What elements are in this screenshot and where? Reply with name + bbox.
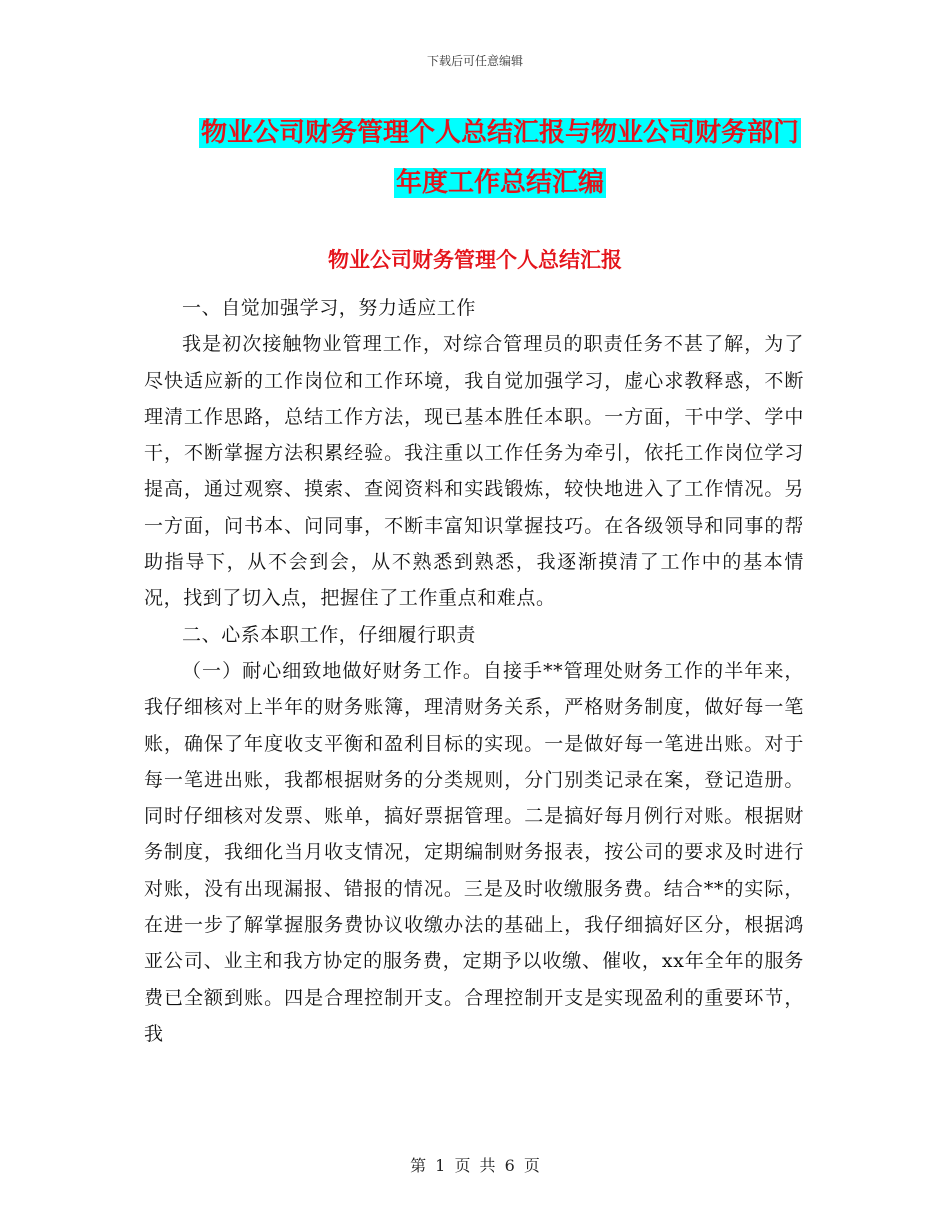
header-note: 下载后可任意编辑 — [426, 54, 523, 68]
paragraph: 我是初次接触物业管理工作，对综合管理员的职责任务不甚了解，为了尽快适应新的工作岗位和工作环境，我自觉加强学习，虚心求教释惑，不断理清工作思路，总结工作方法，现已基本胜任本职。一方面，干中学、学中干，不断掌握方法积累经验。我注重以工作任务为牵引，依托工作岗位学习提高，通过观察、摸索、查阅资料和实践锻炼，较快地进入了工作情况。另一方面，问书本、问同事，不断丰富知识掌握技巧。在各级领导和同事的帮助指导下，从不会到会，从不熟悉到熟悉，我逐渐摸清了工作中的基本情况，找到了切入点，把握住了工作重点和难点。 — [144, 333, 804, 610]
paragraph-heading-2: 二、心系本职工作，仔细履行职责 — [182, 623, 477, 646]
document-body — [144, 290, 804, 1052]
document-title — [120, 108, 880, 208]
document-title-line-2: 年度工作总结汇编 — [395, 168, 604, 198]
section-title: 物业公司财务管理个人总结汇报 — [328, 248, 622, 272]
paragraph-heading-1: 一、自觉加强学习，努力适应工作 — [182, 297, 477, 319]
paragraph: （一）耐心细致地做好财务工作。自接手**管理处财务工作的半年来，我仔细核对上半年的财务账簿，理清财务关系，严格财务制度，做好每一笔账，确保了年度收支平衡和盈利目标的实现。一是做好每一笔进出账。对于每一笔进出账，我都根据财务的分类规则，分门别类记录在案，登记造册。同时仔细核对发票、账单，搞好票据管理。二是搞好每月例行对账。根据财务制度，我细化当月收支情况，定期编制财务报表，按公司的要求及时进行对账，没有出现漏报、错报的情况。三是及时收缴服务费。结合**的实际，在进一步了解掌握服务费协议收缴办法的基础上，我仔细搞好区分，根据鸿亚公司、业主和我方协定的服务费，定期予以收缴、催收，xx年全年的服务费已全额到账。四是合理控制开支。合理控制开支是实现盈利的重要环节，我 — [144, 659, 804, 1045]
page-footer: 第 1 页 共 6 页 — [410, 1156, 540, 1175]
document-title-line-1: 物业公司财务管理个人总结汇报与物业公司财务部门 — [200, 118, 799, 148]
